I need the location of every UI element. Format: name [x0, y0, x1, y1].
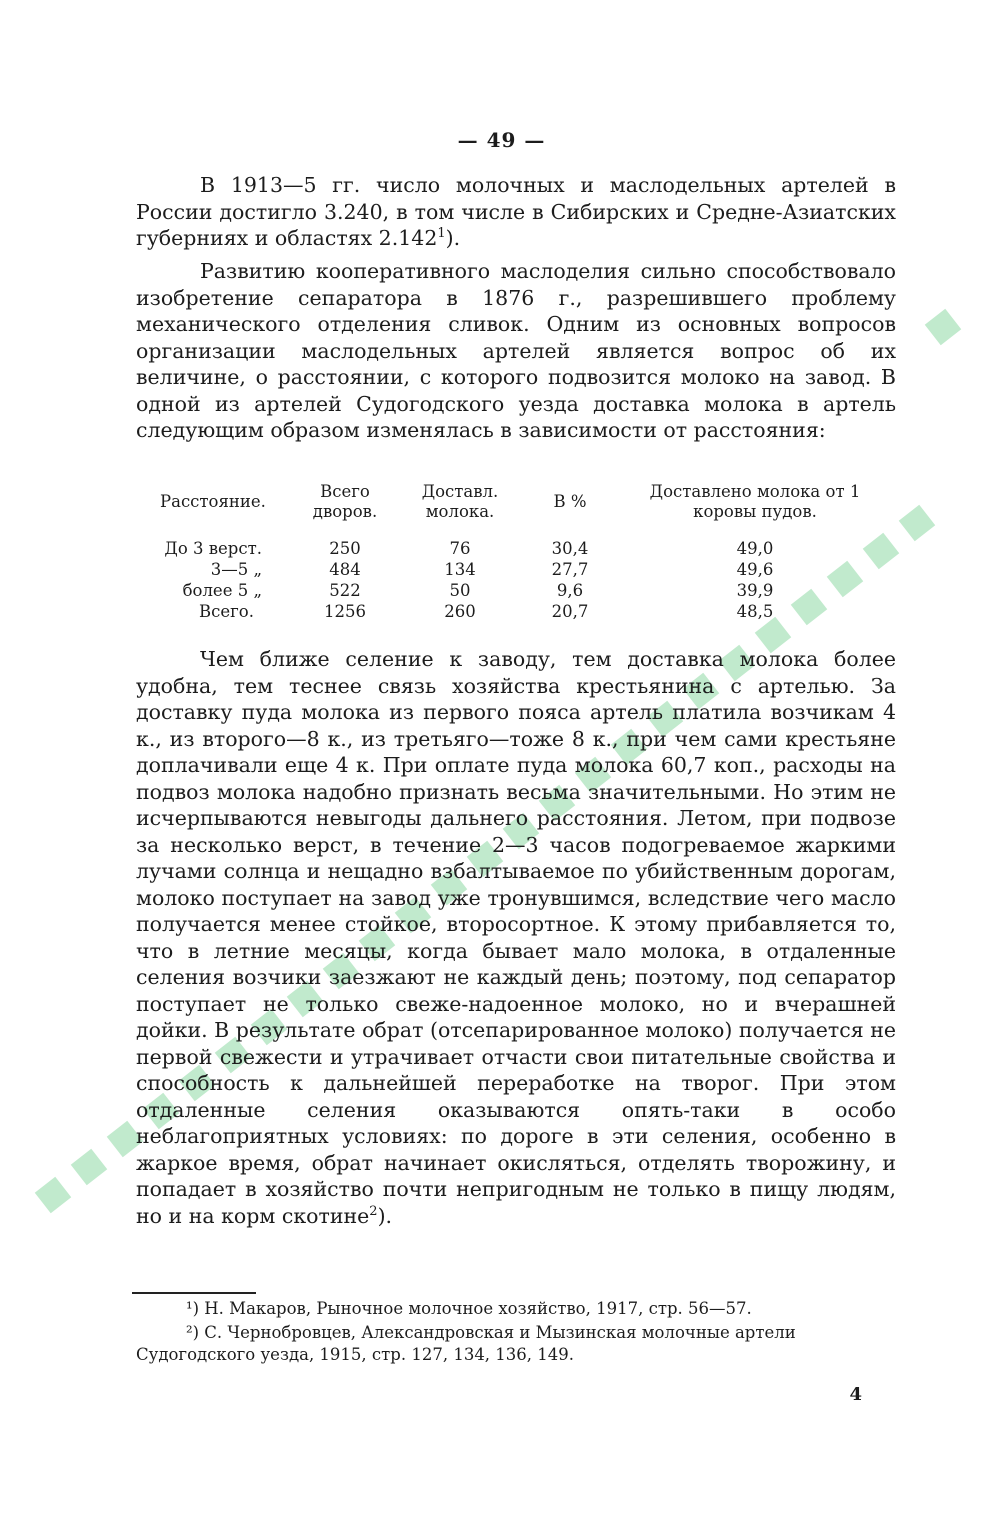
- paragraph-2: [136, 258, 896, 444]
- header-distance: Расстояние.: [160, 492, 266, 511]
- footnote-ref-1[interactable]: 1: [437, 226, 446, 242]
- table-total-row: [130, 601, 890, 622]
- header-households: Всего дворов.: [312, 482, 378, 521]
- cell: 76: [449, 538, 471, 558]
- cell: 484: [329, 559, 361, 579]
- header-milk-per-cow: Доставлено молока от 1 коровы пудов.: [649, 482, 861, 521]
- footnote-2: [136, 1322, 892, 1366]
- footnote-1: [136, 1298, 892, 1320]
- cell: 30,4: [551, 538, 589, 558]
- cell: 134: [444, 559, 476, 579]
- paragraph-1-text: В 1913—5 гг. число молочных и маслодельных артелей в России достигло 3.240, в том числе в Сибирских и Средне-Азиатских губерниях и областях 2.142: [136, 173, 896, 250]
- cell: 250: [329, 538, 361, 558]
- printer-signature-mark: 4: [849, 1384, 862, 1405]
- cell: 27,7: [551, 559, 589, 579]
- cell: 9,6: [556, 580, 584, 600]
- paragraph-3-end: ).: [377, 1203, 393, 1228]
- table-header-row: [130, 480, 890, 524]
- cell: 1256: [324, 601, 366, 621]
- footnote-ref-2[interactable]: 2: [369, 1203, 378, 1219]
- paragraph-1: [136, 172, 896, 252]
- cell: 48,5: [736, 601, 774, 621]
- delivery-distance-table: [130, 480, 890, 622]
- table-row: [130, 538, 890, 559]
- row-label: Всего.: [199, 601, 254, 621]
- cell: 49,6: [736, 559, 774, 579]
- table-row: [130, 559, 890, 580]
- cell: 522: [329, 580, 361, 600]
- cell: 49,0: [736, 538, 774, 558]
- footnote-1-text: ¹) Н. Макаров, Рыночное молочное хозяйство, 1917, стр. 56—57.: [186, 1299, 752, 1318]
- table-row: [130, 580, 890, 601]
- paragraph-2-text: Развитию кооперативного маслоделия сильно способствовало изобретение сепаратора в 1876 г., разрешившего проблему механического отделения сливок. Одним из основных вопросов организации маслодельных артелей является вопрос об их величине, о расстоянии, с которого подвозится молоко на завод. В одной из артелей Судогодского уезда доставка молока в артель следующим образом изменялась в зависимости от расстояния:: [136, 259, 896, 442]
- row-label: До 3 верст.: [164, 538, 262, 558]
- footnote-2-text: ²) С. Чернобровцев, Александровская и Мызинская молочные артели Судогодского уезда, 1915, стр. 127, 134, 136, 149.: [136, 1323, 796, 1364]
- header-milk-delivered: Доставл. молока.: [421, 482, 499, 521]
- page-number: — 49 —: [457, 128, 546, 152]
- paragraph-3-text: Чем ближе селение к заводу, тем доставка молока более удобна, тем теснее связь хозяйства крестьянина с артелью. За доставку пуда молока из первого пояса артель платила возчикам 4 к., из второго—8 к., из третьяго—тоже 8 к., при чем сами крестьяне доплачивали еще 4 к. При оплате пуда молока 60,7 коп., расходы на подвоз молока надобно признать весьма значительными. Но этим не исчерпываются невыгоды дальнего расстояния. Летом, при подвозе за несколько верст, в течение 2—3 часов подогреваемое жаркими лучами солнца и нещадно взбалтываемое по убийственным дорогам, молоко поступает на завод уже тронувшимся, вследствие чего масло получается менее стойкое, второсортное. К этому прибавляется то, что в летние месяцы, когда бывает мало молока, в отдаленные селения возчики заезжают не каждый день; поэтому, под сепаратор поступает не только свеже-надоенное молоко, но и вчерашней дойки. В результате обрат (отсепарированное молоко) получается не первой свежести и утрачивает отчасти свои питательные свойства и способность к дальнейшей переработке на творог. При этом отдаленные селения оказываются опять-таки в особо неблагоприятных условиях: по дороге в эти селения, особенно в жаркое время, обрат начинает окисляться, отделять творожину, и попадает в хозяйство почти непригодным не только в пищу людям, но и на корм скотине: [136, 647, 896, 1228]
- paragraph-3: [136, 646, 896, 1229]
- cell: 39,9: [736, 580, 774, 600]
- cell: 20,7: [551, 601, 589, 621]
- footnote-divider: [132, 1292, 256, 1294]
- row-label: 3—5 „: [210, 559, 262, 579]
- cell: 260: [444, 601, 476, 621]
- cell: 50: [449, 580, 471, 600]
- row-label: более 5 „: [182, 580, 262, 600]
- paragraph-1-end: ).: [445, 226, 461, 250]
- header-percent: В %: [553, 492, 587, 511]
